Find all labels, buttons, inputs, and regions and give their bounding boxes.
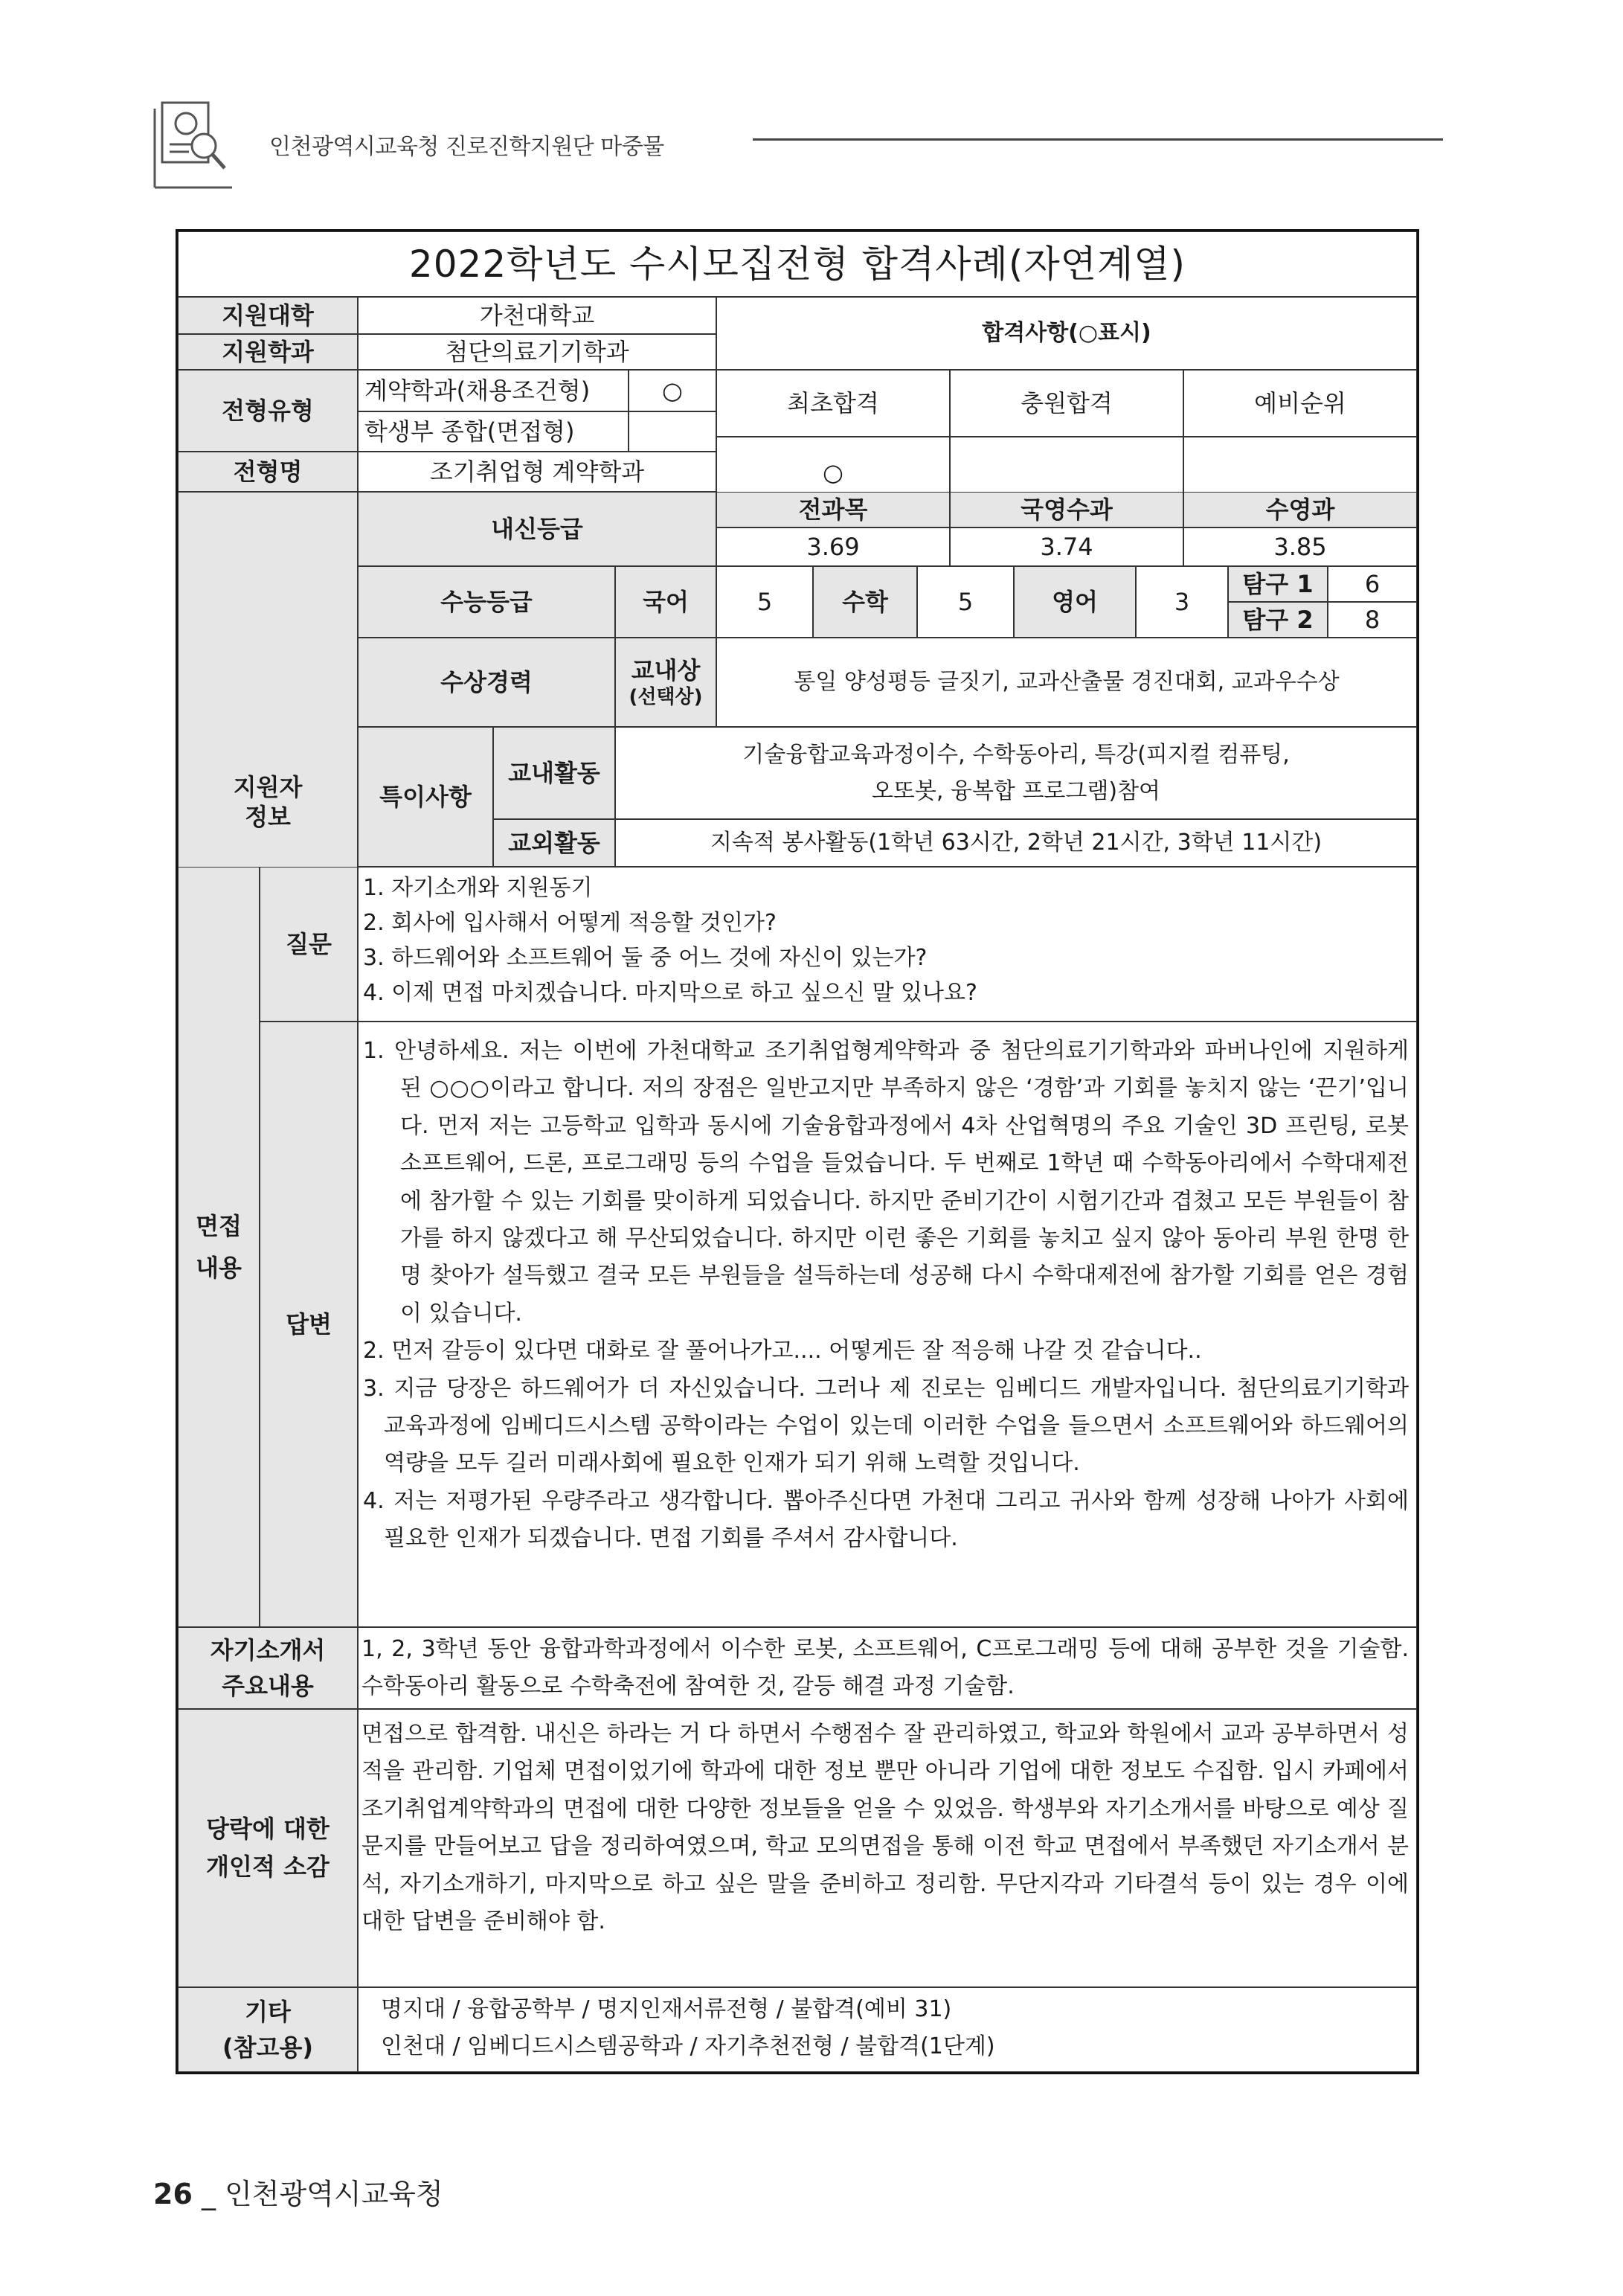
math-label: 수학 [813, 566, 917, 638]
inquiry2-value: 8 [1328, 602, 1417, 638]
type-label: 전형유형 [178, 370, 358, 452]
english-value: 3 [1136, 566, 1228, 638]
answer-item: 2. 먼저 갈등이 있다면 대화로 잘 풀어나가고.... 어떻게든 잘 적응해 나갈 것 같습니다.. [363, 1338, 1202, 1365]
etc-value [358, 1987, 1417, 2072]
page-footer [153, 2171, 443, 2212]
award-in-label [615, 638, 716, 727]
gpa-val-all: 3.69 [716, 527, 950, 566]
essay-label [178, 1627, 358, 1709]
answer-list [358, 1022, 1417, 1627]
result-wait: 예비순위 [1183, 370, 1417, 437]
gpa-col-kems: 국영수과 [950, 492, 1183, 527]
dept-value: 첨단의료기기학과 [358, 334, 716, 370]
page-number: 26 [153, 2178, 193, 2210]
question-item: 4. 이제 면접 마치겠습니다. 마지막으로 하고 싶으신 말 있나요? [363, 980, 977, 1006]
math-value: 5 [917, 566, 1014, 638]
name-value: 조기취업형 계약학과 [358, 452, 716, 492]
special-label: 특이사항 [358, 727, 493, 867]
univ-label: 지원대학 [178, 297, 358, 334]
opinion-value: 면접으로 합격함. 내신은 하라는 거 다 하면서 수행점수 잘 관리하였고, 학교와 학원에서 교과 공부하면서 성적을 관리함. 기업체 면접이었기에 학과에 대한 정보 뿐만 아니라 기업에 대한 정보도 수집함. 입시 카페에서 조기취업계약학과의 면접에 대한 다양한 정보들을 얻을 수 있었음. 학생부와 자기소개서를 바탕으로 예상 질문지를 만들어보고 답을 정리하여였으며, 학교 모의면접을 통해 이전 학교 면접에서 부족했던 자기소개서 분석, 자기소개하기, 마지막으로 하고 싶은 말을 준비하고 정리함. 무단지각과 기타결석 등이 있는 경우 이에 대한 답변을 준비해야 함. [358, 1709, 1417, 1987]
opinion-label [178, 1709, 358, 1987]
answer-item: 3. 지금 당장은 하드웨어가 더 자신있습니다. 그러나 제 진로는 임베디드 개발자입니다. 첨단의료기기학과 교육과정에 임베디드시스템 공학이라는 수업이 있는데 이러한 수업을 들으면서 소프트웨어와 하드웨어의 역량을 모두 길러 미래사회에 필요한 인재가 되기 위해 노력할 것입니다. [363, 1375, 1409, 1477]
type-option1: 계약학과(채용조건형) [358, 370, 629, 411]
english-label: 영어 [1014, 566, 1136, 638]
interview-label-line1: 면접 [196, 1212, 242, 1240]
gpa-val-kems: 3.74 [950, 527, 1183, 566]
doc-title: 2022학년도 수시모집전형 합격사례(자연계열) [178, 231, 1417, 297]
type-option2-mark [629, 411, 716, 452]
footer-text: 인천광역시교육청 [225, 2178, 443, 2210]
essay-label-line2: 주요내용 [222, 1672, 314, 1700]
univ-value: 가천대학교 [358, 297, 716, 334]
korean-value: 5 [716, 566, 813, 638]
gpa-col-all: 전과목 [716, 492, 950, 527]
applicant-label-line2: 정보 [245, 803, 291, 831]
etc-label-line2: (참고용) [222, 2033, 313, 2062]
interview-label-line2: 내용 [196, 1254, 242, 1282]
type-option2: 학생부 종합(면접형) [358, 411, 629, 452]
in-act-label: 교내활동 [493, 727, 615, 819]
in-act-line1: 기술융합교육과정이수, 수학동아리, 특강(피지컬 컴퓨팅, [742, 741, 1290, 768]
result-header: 합격사항(○표시) [716, 297, 1417, 370]
header-rule [753, 138, 1443, 141]
admission-case-table [176, 229, 1419, 2074]
gpa-label: 내신등급 [358, 492, 716, 566]
dept-label: 지원학과 [178, 334, 358, 370]
in-act-value [615, 727, 1417, 819]
etc-label-line1: 기타 [245, 1998, 291, 2026]
applicant-label-line1: 지원자 [233, 773, 303, 801]
answer-item: 1. 안녕하세요. 저는 이번에 가천대학교 조기취업형계약학과 중 첨단의료기기학과와 파버나인에 지원하게 된 ○○○이라고 합니다. 저의 장점은 일반고지만 부족하지 않은 ‘경함’과 기회를 놓치지 않는 ‘끈기’입니다. 먼저 저는 고등학교 입학과 동시에 기술융합과정에서 4차 산업혁명의 주요 기술인 3D 프린팅, 로봇 소프트웨어, 드론, 프로그래밍 등의 수업을 들었습니다. 두 번째로 1학년 때 수학동아리에서 수학대제전에 참가할 수 있는 기회를 맞이하게 되었습니다. 하지만 준비기간이 시험기간과 겹쳤고 모든 부원들이 참가를 하지 않겠다고 해 무산되었습니다. 하지만 이런 좋은 기회를 놓치고 싶지 않아 동아리 부원 한명 한명 찾아가 설득했고 결국 모든 부원들을 설득하는데 성공해 다시 수학대제전에 참가할 기회를 얻은 경험이 있습니다. [363, 1038, 1409, 1327]
out-act-value: 지속적 봉사활동(1학년 63시간, 2학년 21시간, 3학년 11시간) [615, 819, 1417, 867]
essay-label-line1: 자기소개서 [210, 1636, 326, 1664]
question-list [358, 867, 1417, 1022]
inquiry1-label: 탐구 1 [1228, 566, 1328, 602]
award-label: 수상경력 [358, 638, 615, 727]
csat-label: 수능등급 [358, 566, 615, 638]
question-item: 1. 자기소개와 지원동기 [363, 875, 593, 901]
gpa-col-mes: 수영과 [1183, 492, 1417, 527]
question-item: 3. 하드웨어와 소프트웨어 둘 중 어느 것에 자신이 있는가? [363, 945, 928, 971]
out-act-label: 교외활동 [493, 819, 615, 867]
type-option1-mark: ○ [629, 370, 716, 411]
name-label: 전형명 [178, 452, 358, 492]
header-title: 인천광역시교육청 진로진학지원단 마중물 [269, 134, 664, 160]
result-first: 최초합격 [716, 370, 950, 437]
etc-line: 명지대 / 융합공학부 / 명지인재서류전형 / 불합격(예비 31) [381, 1996, 952, 2022]
result-extra: 충원합격 [950, 370, 1183, 437]
question-item: 2. 회사에 입사해서 어떻게 적응할 것인가? [363, 910, 777, 936]
inquiry2-label: 탐구 2 [1228, 602, 1328, 638]
in-act-line2: 오또봇, 융복합 프로그램)참여 [871, 778, 1161, 804]
answer-label: 답변 [260, 1022, 358, 1627]
award-value: 통일 양성평등 글짓기, 교과산출물 경진대회, 교과우수상 [716, 638, 1417, 727]
result-first-mark: ○ [716, 437, 950, 508]
gpa-val-mes: 3.85 [1183, 527, 1417, 566]
etc-label [178, 1987, 358, 2072]
question-label: 질문 [260, 867, 358, 1022]
answer-item: 4. 저는 저평가된 우량주라고 생각합니다. 뽑아주신다면 가천대 그리고 귀사와 함께 성장해 나아가 사회에 필요한 인재가 되겠습니다. 면접 기회를 주셔서 감사합니다. [363, 1487, 1409, 1552]
document-search-icon [152, 101, 235, 189]
inquiry1-value: 6 [1328, 566, 1417, 602]
etc-line: 인천대 / 임베디드시스템공학과 / 자기추천전형 / 불합격(1단계) [381, 2033, 995, 2060]
footer-separator: _ [192, 2178, 225, 2210]
opinion-label-line2: 개인적 소감 [206, 1853, 330, 1881]
award-in-label-main: 교내상 [631, 655, 701, 684]
opinion-label-line1: 당락에 대한 [206, 1814, 330, 1843]
essay-value: 1, 2, 3학년 동안 융합과학과정에서 이수한 로봇, 소프트웨어, C프로그래밍 등에 대해 공부한 것을 기술함. 수학동아리 활동으로 수학축전에 참여한 것, 갈등 해결 과정 기술함. [358, 1627, 1417, 1709]
interview-label [178, 867, 260, 1627]
korean-label: 국어 [615, 566, 716, 638]
award-in-label-sub: (선택상) [629, 685, 703, 708]
